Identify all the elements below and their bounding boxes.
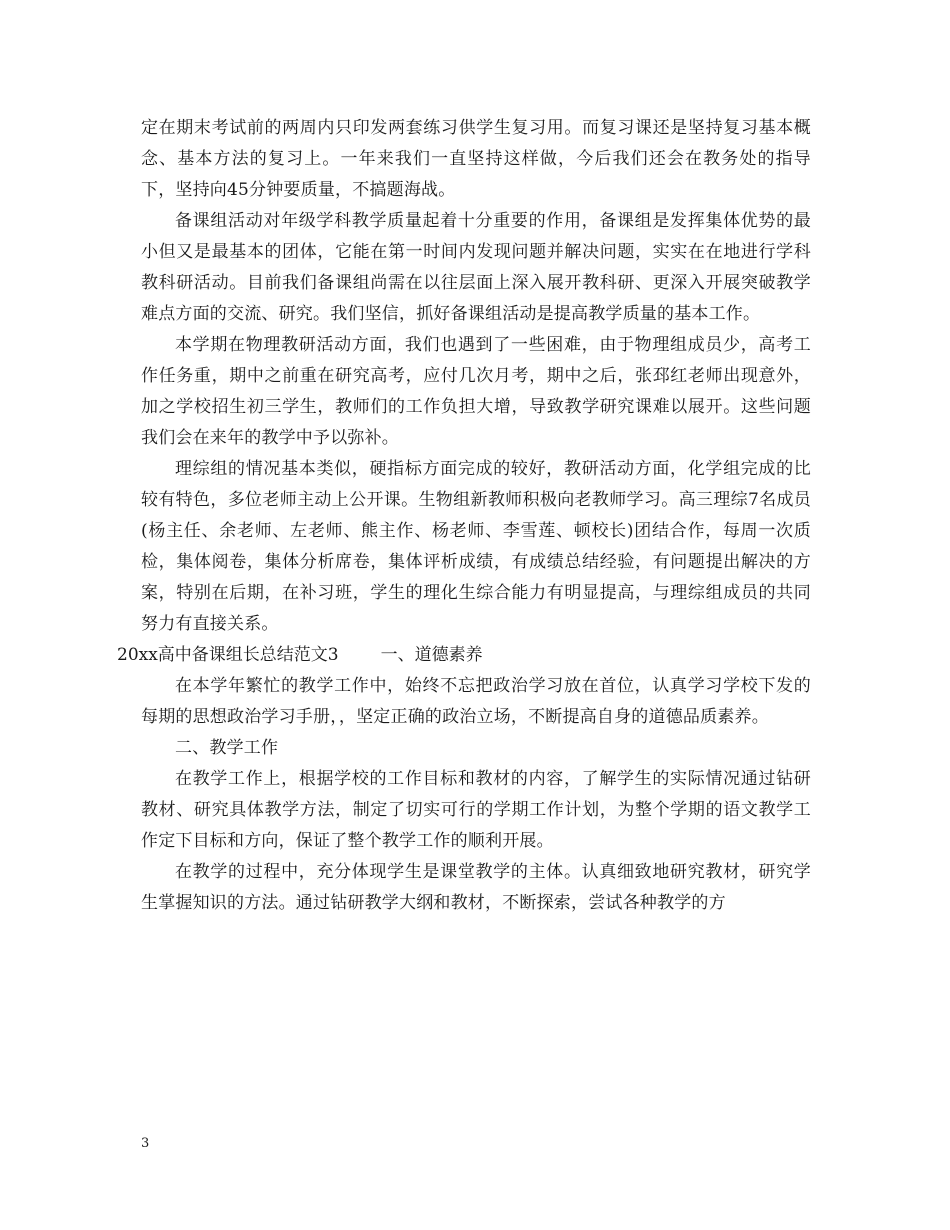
page-number: 3 [141, 1136, 150, 1151]
paragraph-4: 理综组的情况基本类似，硬指标方面完成的较好，教研活动方面，化学组完成的比较有特色，多位老师主动上公开课。生物组新教师积极向老教师学习。高三理综7名成员(杨主任、余老师、左老师、熊主作、杨老师、李雪莲、顿校长)团结合作，每周一次质检，集体阅卷，集体分析席卷，集体评析成绩，有成绩总结经验，有问题提出解决的方案，特别在后期，在补习班，学生的理化生综合能力有明显提高，与理综组成员的共同努力有直接关系。 [141, 459, 811, 634]
section-title: 20xx高中备课组长总结范文3 [117, 645, 339, 665]
paragraph-7: 在教学的过程中，充分体现学生是课堂教学的主体。认真细致地研究教材，研究学生掌握知识的方法。通过钻研教学大纲和教材，不断探索，尝试各种教学的方 [141, 862, 811, 913]
paragraph-3: 本学期在物理教研活动方面，我们也遇到了一些困难，由于物理组成员少，高考工作任务重，期中之前重在研究高考，应付几次月考，期中之后，张邳红老师出现意外，加之学校招生初三学生，教师们的工作负担大增，导致教学研究课难以展开。这些问题我们会在来年的教学中予以弥补。 [141, 335, 811, 448]
section-heading [117, 640, 811, 671]
paragraph-6: 在教学工作上，根据学校的工作目标和教材的内容，了解学生的实际情况通过钻研教材、研究具体教学方法，制定了切实可行的学期工作计划，为整个学期的语文教学工作定下目标和方向，保证了整个教学工作的顺利开展。 [141, 769, 811, 851]
paragraph-1: 定在期末考试前的两周内只印发两套练习供学生复习用。而复习课还是坚持复习基本概念、基本方法的复习上。一年来我们一直坚持这样做，今后我们还会在教务处的指导下，坚持向45分钟要质量，不搞题海战。 [141, 118, 811, 200]
section-subheading-1: 一、道德素养 [380, 645, 483, 665]
paragraph-2: 备课组活动对年级学科教学质量起着十分重要的作用，备课组是发挥集体优势的最小但又是最基本的团体，它能在第一时间内发现问题并解决问题，实实在在地进行学科教科研活动。目前我们备课组尚需在以往层面上深入展开教科研、更深入开展突破教学难点方面的交流、研究。我们坚信，抓好备课组活动是提高教学质量的基本工作。 [141, 211, 811, 324]
page-content [117, 113, 811, 919]
paragraph-5: 在本学年繁忙的教学工作中，始终不忘把政治学习放在首位，认真学习学校下发的每期的思想政治学习手册，，坚定正确的政治立场，不断提高自身的道德品质素养。 [141, 676, 811, 727]
section-subheading-2: 二、教学工作 [175, 738, 279, 758]
